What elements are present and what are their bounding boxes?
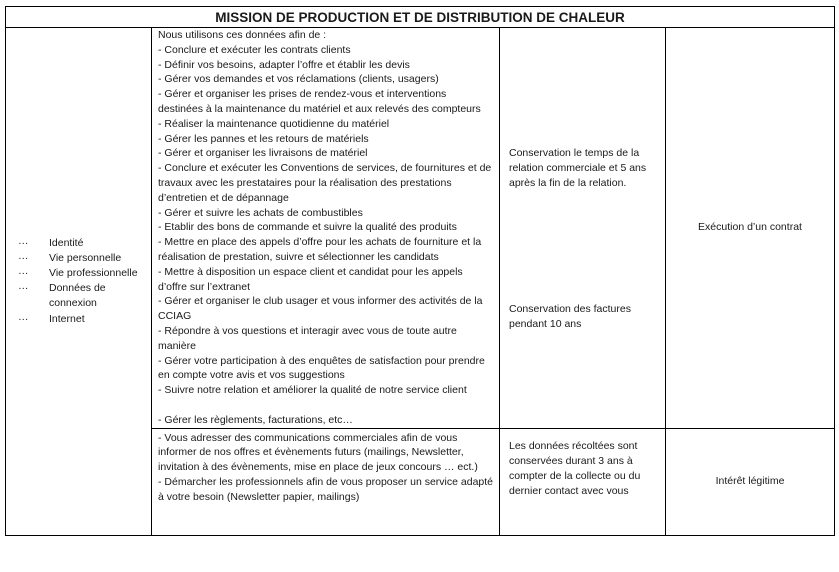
purpose-line: - Mettre à disposition un espace client et candidat pour les appels d’offre sur l’extranet xyxy=(158,265,463,293)
retention-text: Les données récoltées sont conservées durant 3 ans à compter de la collecte ou du dernier contact avec vous xyxy=(509,439,641,498)
purpose-line: Nous utilisons ces données afin de : xyxy=(158,29,327,41)
category-item: … Identité xyxy=(18,236,151,251)
spacer xyxy=(509,429,656,439)
purposes-cell-contract xyxy=(152,28,500,429)
legal-basis-contract: Exécution d’un contrat xyxy=(666,28,835,429)
purpose-line: - Gérer vos demandes et vos réclamations (clients, usagers) xyxy=(158,73,439,86)
legal-basis-legitimate: Intérêt légitime xyxy=(666,428,835,535)
purpose-line: - Suivre notre relation et améliorer la qualité de notre service client xyxy=(158,384,467,397)
category-item: … Vie professionnelle xyxy=(18,266,151,281)
retention-text: Conservation des factures pendant 10 ans xyxy=(509,302,631,330)
purpose-line: - Définir vos besoins, adapter l’offre et établir les devis xyxy=(158,58,410,71)
purpose-line: - Réaliser la maintenance quotidienne du matériel xyxy=(158,117,390,130)
spacer xyxy=(158,398,493,413)
data-categories-cell xyxy=(6,28,152,536)
purpose-line: - Gérer et organiser les livraisons de matériel xyxy=(158,147,368,160)
purpose-line: - Gérer les règlements, facturations, etc… xyxy=(158,413,353,426)
retention-text: Conservation le temps de la relation commerciale et 5 ans après la fin de la relation. xyxy=(509,147,647,190)
purpose-line: - Gérer et suivre les achats de combustibles xyxy=(158,206,363,219)
spacer xyxy=(509,192,656,302)
purpose-line: - Gérer et organiser le club usager et vous informer des activités de la CCIAG xyxy=(158,295,483,323)
purpose-line: - Répondre à vos questions et interagir avec vous de toute autre manière xyxy=(158,324,457,352)
purposes-cell-legitimate xyxy=(152,428,500,535)
category-item: … Vie personnelle xyxy=(18,251,151,266)
purpose-line: - Gérer et organiser les prises de rendez-vous et interventions destinées à la maintenance du matériel et aux relevés des compteurs xyxy=(158,88,481,115)
retention-cell-contract xyxy=(500,28,666,429)
retention-cell-legitimate xyxy=(500,428,666,535)
category-item: … Données de connexion xyxy=(18,281,151,311)
category-item: … Internet xyxy=(18,312,151,327)
purpose-line: - Mettre en place des appels d’offre pour les achats de fourniture et la réalisation de prestation, suivre et sélectionner les candidats xyxy=(158,236,482,263)
purpose-line: - Etablir des bons de commande et suivre la qualité des produits xyxy=(158,221,457,234)
spacer xyxy=(509,28,656,146)
processing-table xyxy=(5,6,835,536)
table-title: MISSION DE PRODUCTION ET DE DISTRIBUTION DE CHALEUR xyxy=(6,7,835,28)
purpose-line: - Démarcher les professionnels afin de vous proposer un service adapté à votre besoin (Newsletter papier, mailings) xyxy=(158,475,494,503)
data-categories-list xyxy=(6,236,151,327)
purpose-line: - Vous adresser des communications commerciales afin de vous informer de nos offres et évènements futurs (mailings, Newsletter, invitation à des évènements, mise en place de jeux concours … ect.) xyxy=(158,431,478,474)
purpose-line: - Conclure et exécuter les Conventions de services, de fournitures et de travaux avec les prestataires pour la réalisation des prestations d’entretien et de dépannage xyxy=(158,162,492,204)
purpose-line: - Conclure et exécuter les contrats clients xyxy=(158,43,351,56)
purpose-line: - Gérer votre participation à des enquêtes de satisfaction pour prendre en compte votre avis et vos suggestions xyxy=(158,354,485,382)
purpose-line: - Gérer les pannes et les retours de matériels xyxy=(158,132,369,145)
